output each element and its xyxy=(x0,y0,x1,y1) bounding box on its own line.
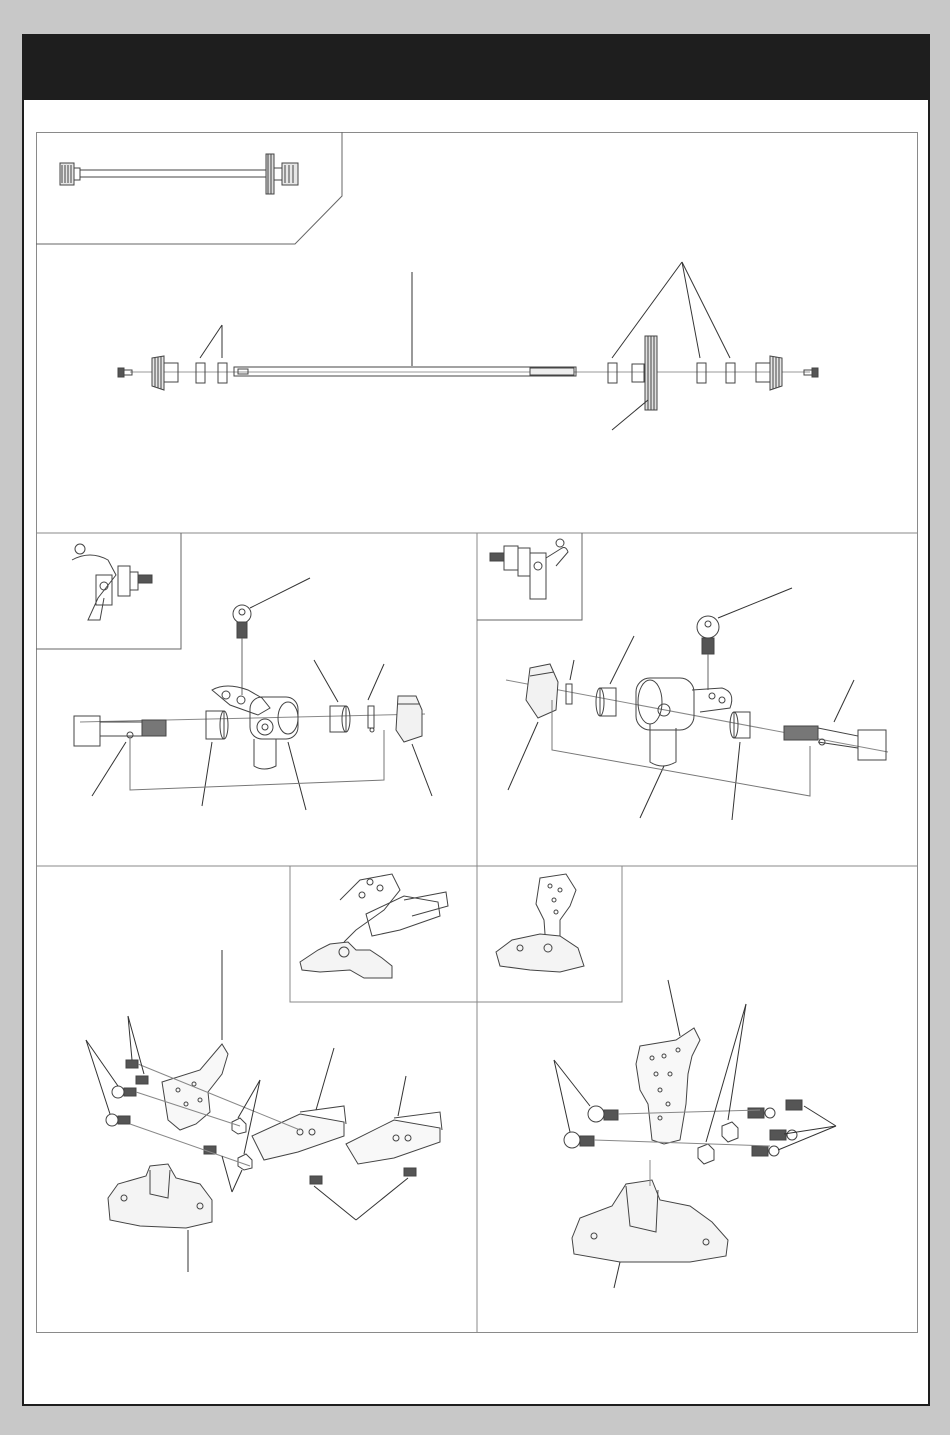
right-pinion-gear xyxy=(756,356,782,390)
right-axle xyxy=(784,726,886,760)
left-bearing-2 xyxy=(218,363,227,383)
rear-tower-screws xyxy=(748,1100,802,1156)
left-bearing-1 xyxy=(196,363,205,383)
rear-shock-tower-plate xyxy=(636,1028,700,1144)
rear-shock-tower-section xyxy=(554,980,836,1288)
rear-tower-nuts xyxy=(698,1122,738,1164)
right-steering-hub-section xyxy=(477,533,888,820)
left-hub-leader-lines xyxy=(92,578,432,810)
front-bulkhead xyxy=(108,1164,212,1228)
right-drive-pin xyxy=(566,684,572,704)
rear-tower-thumbnail xyxy=(496,874,584,972)
left-outer-bearing xyxy=(330,706,350,732)
spur-gear xyxy=(632,336,657,410)
right-bearing-2 xyxy=(697,363,706,383)
assembled-shaft-thumbnail xyxy=(60,154,298,194)
front-tower-thumbnail xyxy=(300,874,448,978)
left-hex-hub xyxy=(396,696,422,742)
left-pinion-gear xyxy=(152,356,178,390)
right-steering-knuckle xyxy=(636,678,732,766)
rear-tower-ball-studs xyxy=(564,1106,618,1148)
center-driveshaft-section xyxy=(36,132,818,430)
right-ball-stud xyxy=(697,616,719,690)
left-set-screw xyxy=(118,368,132,377)
left-ball-stud xyxy=(233,605,251,695)
front-tower-ball-studs xyxy=(106,1086,136,1126)
right-bearing-1 xyxy=(608,363,617,383)
right-inner-bearing xyxy=(596,688,616,716)
left-hub-thumbnail xyxy=(72,544,152,620)
right-hub-leader-lines xyxy=(508,588,854,820)
left-axle xyxy=(74,716,166,746)
left-steering-hub-section xyxy=(36,533,432,810)
left-drive-pin xyxy=(368,706,374,732)
rear-bulkhead xyxy=(572,1180,728,1262)
driveshaft-inset xyxy=(36,132,342,244)
left-steering-knuckle xyxy=(212,686,298,769)
front-tower-screws xyxy=(126,1060,416,1184)
front-body-mount-left xyxy=(252,1106,346,1160)
front-tower-nuts xyxy=(232,1118,252,1170)
front-shock-tower-section xyxy=(86,866,622,1272)
front-body-mount-right xyxy=(346,1112,442,1164)
right-bearing-3 xyxy=(726,363,735,383)
right-hex-hub xyxy=(526,664,558,718)
left-inner-bearing xyxy=(206,711,228,739)
right-hub-thumbnail xyxy=(490,539,568,599)
